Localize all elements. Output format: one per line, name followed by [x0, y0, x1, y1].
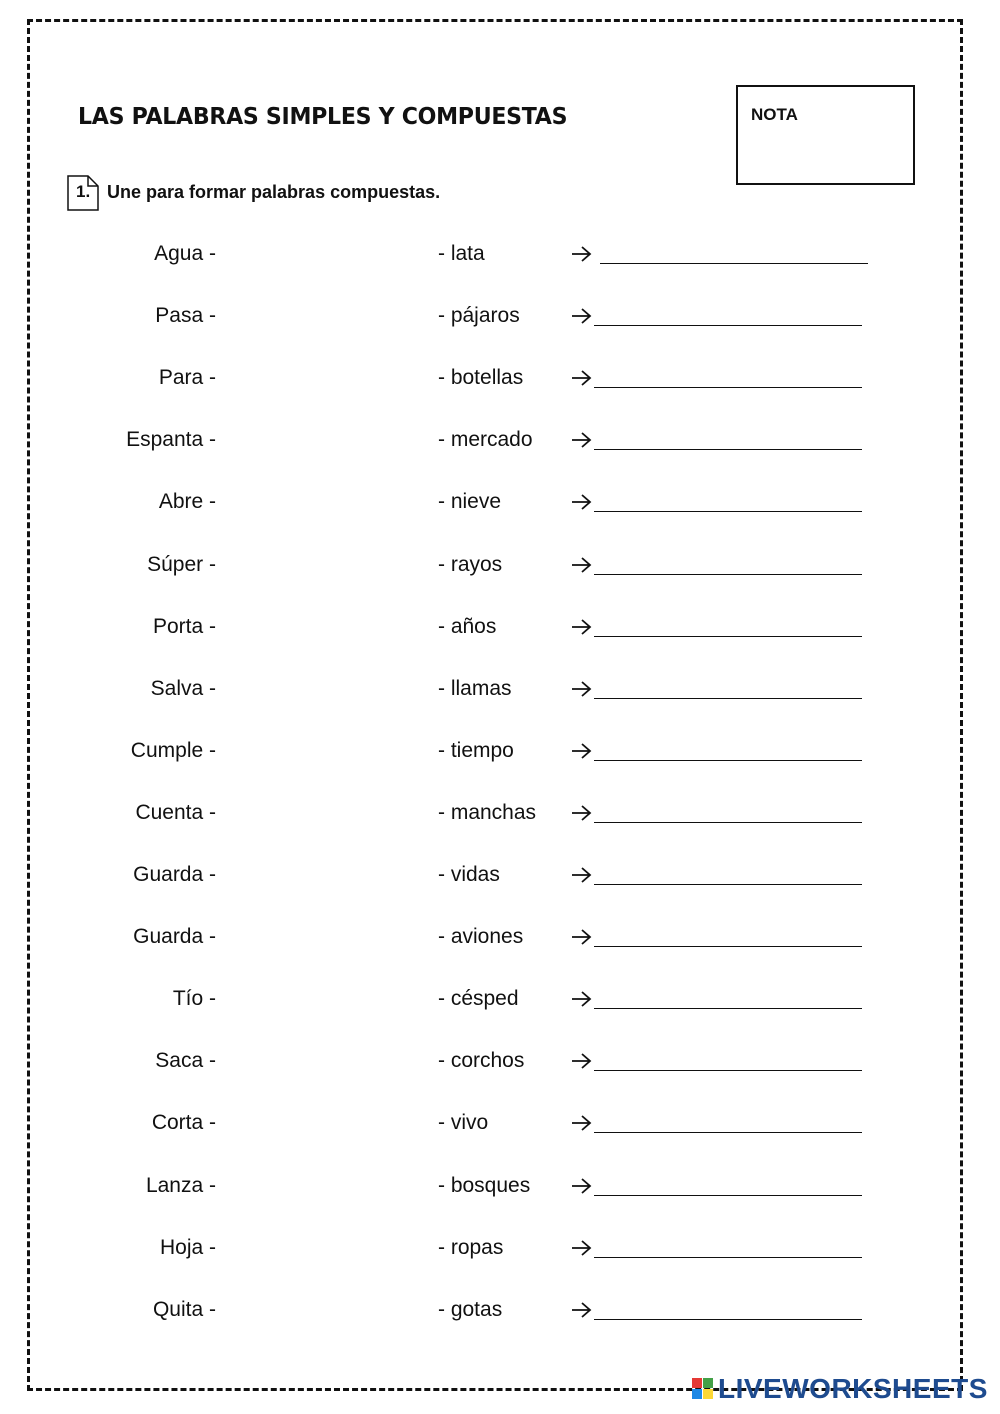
left-word[interactable]: Tío - — [172, 987, 216, 1011]
pair-row — [0, 987, 1000, 1027]
pair-row — [0, 242, 1000, 282]
right-word[interactable]: - gotas — [438, 1297, 503, 1321]
right-word[interactable]: - pájaros — [438, 304, 520, 328]
left-word[interactable]: Guarda - — [133, 863, 216, 886]
arrow-right-icon — [570, 617, 592, 637]
arrow-right-icon — [570, 927, 592, 947]
left-word[interactable]: Abre - — [158, 490, 216, 514]
pair-row — [0, 863, 1000, 903]
answer-line[interactable] — [594, 1070, 862, 1071]
left-word[interactable]: Cumple - — [130, 738, 216, 762]
pair-row — [0, 1236, 1000, 1276]
pair-row — [0, 428, 1000, 468]
answer-line[interactable] — [594, 387, 862, 388]
answer-line[interactable] — [594, 1257, 862, 1258]
arrow-right-icon — [570, 989, 592, 1009]
right-word[interactable]: - lata — [438, 242, 485, 265]
arrow-right-icon — [570, 492, 592, 512]
right-word[interactable]: - vivo — [438, 1111, 489, 1135]
left-word[interactable]: Hoja - — [159, 1235, 216, 1259]
instruction-text: Une para formar palabras compuestas. — [107, 182, 441, 202]
answer-line[interactable] — [594, 760, 862, 761]
pair-row — [0, 801, 1000, 841]
answer-line[interactable] — [594, 1008, 862, 1009]
left-word[interactable]: Para - — [158, 366, 216, 390]
arrow-right-icon — [570, 1300, 592, 1320]
left-word[interactable]: Agua - — [154, 242, 216, 265]
left-word[interactable]: Súper - — [147, 552, 216, 576]
answer-line[interactable] — [594, 574, 862, 575]
pair-row — [0, 1298, 1000, 1338]
right-word[interactable]: - corchos — [438, 1049, 525, 1073]
logo-square — [703, 1389, 713, 1399]
logo-square — [703, 1378, 713, 1388]
right-word[interactable]: - aviones — [438, 925, 524, 949]
pair-row — [0, 304, 1000, 344]
right-word[interactable]: - manchas — [438, 800, 537, 824]
answer-line[interactable] — [594, 698, 862, 699]
answer-line[interactable] — [594, 884, 862, 885]
grade-box — [736, 85, 915, 185]
right-word[interactable]: - vidas — [438, 863, 500, 886]
pair-row — [0, 615, 1000, 655]
answer-line[interactable] — [594, 822, 862, 823]
right-word[interactable]: - mercado — [438, 428, 533, 452]
arrow-right-icon — [570, 679, 592, 699]
left-word[interactable]: Saca - — [155, 1049, 216, 1073]
pair-row — [0, 1174, 1000, 1214]
left-word[interactable]: Espanta - — [126, 428, 216, 452]
liveworksheets-logo — [692, 1373, 988, 1405]
left-word[interactable]: Corta - — [151, 1111, 216, 1135]
answer-line[interactable] — [594, 1132, 862, 1133]
pair-row — [0, 553, 1000, 593]
arrow-right-icon — [570, 244, 592, 264]
arrow-right-icon — [570, 803, 592, 823]
left-word[interactable]: Quita - — [152, 1297, 216, 1321]
right-word[interactable]: - botellas — [438, 366, 524, 390]
answer-line[interactable] — [600, 263, 868, 264]
left-word[interactable]: Porta - — [152, 614, 216, 638]
arrow-right-icon — [570, 1113, 592, 1133]
arrow-right-icon — [570, 1176, 592, 1196]
right-word[interactable]: - ropas — [438, 1235, 504, 1259]
left-word[interactable]: Cuenta - — [135, 800, 216, 824]
answer-line[interactable] — [594, 449, 862, 450]
arrow-right-icon — [570, 555, 592, 575]
grade-label: NOTA — [751, 105, 798, 124]
arrow-right-icon — [570, 368, 592, 388]
right-word[interactable]: - césped — [438, 987, 519, 1011]
right-word[interactable]: - rayos — [438, 552, 503, 576]
logo-text: LIVEWORKSHEETS — [718, 1373, 988, 1404]
logo-mark-icon — [692, 1378, 714, 1400]
logo-square — [692, 1389, 702, 1399]
right-word[interactable]: - bosques — [438, 1173, 531, 1197]
left-word[interactable]: Salva - — [150, 676, 216, 700]
pair-row — [0, 1111, 1000, 1151]
arrow-right-icon — [570, 1238, 592, 1258]
pair-row — [0, 739, 1000, 779]
left-word[interactable]: Guarda - — [133, 925, 216, 949]
arrow-right-icon — [570, 430, 592, 450]
arrow-right-icon — [570, 741, 592, 761]
arrow-right-icon — [570, 306, 592, 326]
left-word[interactable]: Lanza - — [145, 1173, 216, 1197]
pair-row — [0, 490, 1000, 530]
pair-row — [0, 677, 1000, 717]
right-word[interactable]: - años — [438, 614, 497, 638]
logo-square — [692, 1378, 702, 1388]
instruction-number: 1. — [76, 182, 91, 201]
answer-line[interactable] — [594, 1319, 862, 1320]
answer-line[interactable] — [594, 1195, 862, 1196]
answer-line[interactable] — [594, 325, 862, 326]
pair-row — [0, 366, 1000, 406]
right-word[interactable]: - nieve — [438, 490, 502, 514]
arrow-right-icon — [570, 865, 592, 885]
left-word[interactable]: Pasa - — [155, 304, 216, 328]
arrow-right-icon — [570, 1051, 592, 1071]
pair-row — [0, 925, 1000, 965]
answer-line[interactable] — [594, 636, 862, 637]
answer-line[interactable] — [594, 511, 862, 512]
pair-row — [0, 1049, 1000, 1089]
right-word[interactable]: - llamas — [438, 676, 512, 700]
right-word[interactable]: - tiempo — [438, 738, 514, 762]
answer-line[interactable] — [594, 946, 862, 947]
page-title: LAS PALABRAS SIMPLES Y COMPUESTAS — [78, 104, 568, 130]
